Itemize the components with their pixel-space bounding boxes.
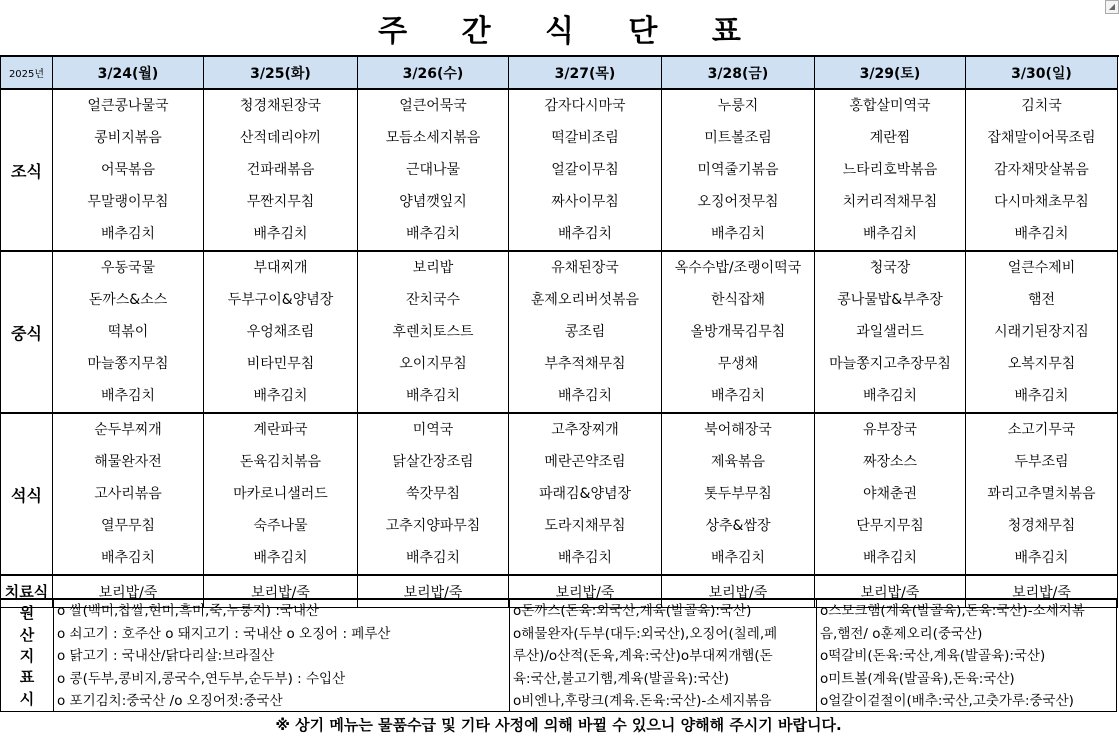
menu-cell <box>509 251 662 413</box>
day-header-0: 3/24(월) <box>53 57 204 90</box>
meal-row <box>1 89 1118 251</box>
menu-item: 미역줄기볶음 <box>697 162 779 178</box>
menu-item: 배추김치 <box>405 550 461 566</box>
therapy-cell: 보리밥/죽 <box>358 575 509 608</box>
menu-item: 배추김치 <box>557 388 613 404</box>
day-header-1: 3/25(화) <box>204 57 358 90</box>
menu-item: 고추장찌개 <box>551 422 619 438</box>
menu-cell <box>509 413 662 575</box>
menu-item: 배추김치 <box>405 388 461 404</box>
origin-line: o 포기김치:중국산 /o 오징어젓:중국산 <box>57 693 283 709</box>
menu-item: 감자채맛살볶음 <box>994 162 1089 178</box>
menu-item: 짜장소스 <box>862 454 918 470</box>
menu-item: 오징어젓무침 <box>697 194 779 210</box>
menu-item: 메란곤약조림 <box>544 454 626 470</box>
menu-item: 근대나물 <box>405 162 461 178</box>
menu-item: 도라지채무침 <box>544 518 626 534</box>
menu-item: 콩나물밥&부추장 <box>837 292 943 308</box>
menu-cell <box>53 89 204 251</box>
menu-item: 어묵볶음 <box>100 162 156 178</box>
menu-item: 느타리호박볶음 <box>842 162 938 178</box>
menu-item: 꽈리고추멸치볶음 <box>987 486 1096 502</box>
origin-line: o 쇠고기 : 호주산 o 돼지고기 : 국내산 o 오징어 : 페루산 <box>57 625 391 642</box>
menu-item: 부추적채무침 <box>544 356 626 372</box>
day-header-6: 3/30(일) <box>966 57 1118 90</box>
menu-item: 짜사이무침 <box>551 194 619 210</box>
meal-label: 중식 <box>1 251 53 413</box>
header-row <box>1 57 1118 90</box>
therapy-label: 치료식 <box>1 575 53 608</box>
menu-item: 고사리볶음 <box>94 486 162 502</box>
menu-item: 해물완자전 <box>94 454 162 470</box>
origin-line: o 쌀(백미,찹쌀,현미,흑미,죽,누룽지) :국내산 <box>57 603 320 619</box>
menu-cell <box>815 89 966 251</box>
menu-item: 파래김&양념장 <box>538 486 632 502</box>
menu-item: 계란찜 <box>869 130 911 146</box>
menu-item: 떡볶이 <box>107 324 149 340</box>
menu-item: 비타민무침 <box>246 356 315 372</box>
menu-cell <box>815 413 966 575</box>
origin-line: 루산)/o산적(돈육,계육:국산)o부대찌개햄(돈 <box>513 648 773 664</box>
menu-item: 얼큰콩나물국 <box>87 98 169 114</box>
menu-cell <box>966 413 1118 575</box>
menu-cell <box>358 89 509 251</box>
menu-item: 북어해장국 <box>704 422 772 438</box>
origin-section <box>0 598 1117 712</box>
menu-item: 배추김치 <box>100 550 156 566</box>
menu-item: 산적데리야끼 <box>239 130 322 146</box>
menu-item: 얼큰어묵국 <box>399 98 467 114</box>
menu-item: 배추김치 <box>710 550 766 566</box>
title-row <box>0 0 1119 55</box>
menu-item: 과일샐러드 <box>856 324 924 340</box>
menu-item: 단무지무침 <box>856 518 924 534</box>
menu-cell <box>662 251 815 413</box>
menu-item: 순두부찌개 <box>94 422 162 438</box>
menu-item: 무짠지무침 <box>246 194 315 210</box>
menu-item: 상추&쌈장 <box>705 518 771 534</box>
origin-label-char: 표 <box>19 668 35 687</box>
menu-item: 배추김치 <box>100 388 156 404</box>
menu-item: 훈제오리버섯볶음 <box>530 292 640 308</box>
therapy-cell: 보리밥/죽 <box>509 575 662 608</box>
menu-cell <box>53 251 204 413</box>
origin-line: 육:국산,불고기햄,계육(발골육):국산) <box>513 670 730 687</box>
menu-item: 오복지무침 <box>1007 356 1076 372</box>
menu-item: 배추김치 <box>100 226 156 242</box>
menu-item: 청경채된장국 <box>239 98 322 114</box>
menu-item: 배추김치 <box>405 226 461 242</box>
menu-item: 제육볶음 <box>710 454 766 470</box>
origin-line: o미트볼(계육(발골육),돈육:국산) <box>820 670 1015 687</box>
menu-item: 배추김치 <box>1014 226 1069 242</box>
menu-item: 유채된장국 <box>551 260 619 276</box>
menu-item: 보리밥 <box>412 260 454 276</box>
menu-item: 누룽지 <box>717 98 759 114</box>
origin-column-3 <box>817 600 1116 711</box>
meal-label: 석식 <box>1 413 53 575</box>
menu-item: 잡채말이어묵조림 <box>987 130 1096 146</box>
origin-column-2 <box>510 600 817 711</box>
origin-line: o 닭고기 : 국내산/닭다리살:브라질산 <box>57 648 275 664</box>
day-header-5: 3/29(토) <box>815 57 966 90</box>
meal-row <box>1 413 1118 575</box>
menu-item: 소고기무국 <box>1007 422 1076 438</box>
origin-label-char: 산 <box>19 625 35 644</box>
origin-column-1 <box>54 600 510 711</box>
menu-item: 홍합살미역국 <box>849 98 931 114</box>
menu-item: 배추김치 <box>710 388 766 404</box>
menu-item: 한식잡채 <box>710 292 766 308</box>
menu-item: 쑥갓무침 <box>405 486 461 502</box>
menu-item: 청경채무침 <box>1007 518 1076 534</box>
therapy-cell: 보리밥/죽 <box>204 575 358 608</box>
menu-item: 배추김치 <box>557 550 613 566</box>
menu-item: 닭살간장조림 <box>392 454 474 470</box>
menu-item: 우엉채조림 <box>246 324 315 340</box>
sheet-corner-marker: ◢ <box>1105 0 1119 14</box>
therapy-cell: 보리밥/죽 <box>662 575 815 608</box>
origin-line: 음,햄전/ o훈제오리(중국산) <box>820 625 983 642</box>
menu-item: 숙주나물 <box>253 518 308 534</box>
meal-label: 조식 <box>1 89 53 251</box>
menu-cell <box>358 413 509 575</box>
menu-item: 잔치국수 <box>405 292 461 308</box>
menu-item: 마늘쫑지고추장무침 <box>829 356 951 372</box>
menu-item: 돈까스&소스 <box>88 292 168 308</box>
menu-item: 청국장 <box>869 260 911 276</box>
origin-label <box>1 600 54 711</box>
menu-item: 시래기된장지짐 <box>994 324 1089 340</box>
menu-item: 떡갈비조림 <box>551 130 619 146</box>
menu-item: 옥수수밥/조랭이떡국 <box>674 260 802 276</box>
menu-item: 배추김치 <box>253 550 308 566</box>
origin-line: o스모크햄(계육(발골육),돈육:국산)-소세지볶 <box>820 603 1085 619</box>
menu-item: 마카로니샐러드 <box>233 486 328 502</box>
menu-item: 우동국물 <box>100 260 156 276</box>
menu-item: 얼큰수제비 <box>1007 260 1076 276</box>
therapy-cell: 보리밥/죽 <box>815 575 966 608</box>
menu-cell <box>815 251 966 413</box>
menu-item: 무생채 <box>717 356 759 372</box>
menu-table <box>0 56 1118 608</box>
day-header-3: 3/27(목) <box>509 57 662 90</box>
menu-item: 배추김치 <box>253 226 308 242</box>
year-cell: 2025년 <box>1 57 53 90</box>
origin-line: o해물완자(두부(대두:외국산),오징어(칠레,페 <box>513 625 778 642</box>
origin-label-char: 시 <box>19 689 35 708</box>
menu-cell <box>662 413 815 575</box>
menu-item: 계란파국 <box>253 422 308 438</box>
menu-cell <box>966 89 1118 251</box>
menu-item: 콩조림 <box>564 324 606 340</box>
menu-item: 후렌치토스트 <box>392 324 474 340</box>
menu-item: 배추김치 <box>862 388 918 404</box>
menu-cell <box>966 251 1118 413</box>
menu-item: 열무무침 <box>100 518 156 534</box>
origin-line: o비엔나,후랑크(계육.돈육:국산)-소세지볶음 <box>513 693 772 709</box>
day-header-4: 3/28(금) <box>662 57 815 90</box>
menu-item: 무말랭이무침 <box>87 194 169 210</box>
menu-item: 배추김치 <box>557 226 613 242</box>
menu-item: 배추김치 <box>862 226 918 242</box>
notice-text: ※ 상기 메뉴는 물품수급 및 기타 사정에 의해 바뀔 수 있으니 양해해 주시기 바랍니다. <box>275 716 842 734</box>
menu-item: 배추김치 <box>710 226 766 242</box>
menu-cell <box>204 413 358 575</box>
menu-item: 감자다시마국 <box>544 98 626 114</box>
menu-item: 미트볼조림 <box>704 130 772 146</box>
menu-item: 두부조림 <box>1014 454 1069 470</box>
menu-item: 야채춘권 <box>862 486 918 502</box>
menu-item: 치커리적채무침 <box>842 194 938 210</box>
menu-item: 모듬소세지볶음 <box>385 130 481 146</box>
day-header-2: 3/26(수) <box>358 57 509 90</box>
menu-cell <box>53 413 204 575</box>
menu-item: 올방개묵김무침 <box>690 324 786 340</box>
menu-item: 건파래볶음 <box>246 162 315 178</box>
menu-item: 양념깻잎지 <box>399 194 467 210</box>
menu-item: 배추김치 <box>1014 550 1069 566</box>
menu-cell <box>204 89 358 251</box>
menu-item: 두부구이&양념장 <box>227 292 334 308</box>
menu-item: 마늘쫑지무침 <box>87 356 169 372</box>
origin-line: o돈까스(돈육:외국산,계육(발골육):국산) <box>513 603 752 619</box>
menu-item: 오이지무침 <box>399 356 467 372</box>
menu-item: 배추김치 <box>253 388 308 404</box>
therapy-cell: 보리밥/죽 <box>53 575 204 608</box>
menu-cell <box>358 251 509 413</box>
therapy-cell: 보리밥/죽 <box>966 575 1118 608</box>
menu-item: 김치국 <box>1021 98 1062 114</box>
menu-item: 유부장국 <box>862 422 918 438</box>
menu-item: 고추지양파무침 <box>385 518 481 534</box>
menu-item: 얼갈이무침 <box>551 162 619 178</box>
origin-label-char: 지 <box>19 646 35 665</box>
menu-item: 돈육김치볶음 <box>239 454 322 470</box>
menu-item: 미역국 <box>412 422 454 438</box>
menu-item: 배추김치 <box>862 550 918 566</box>
menu-cell <box>204 251 358 413</box>
meal-row <box>1 251 1118 413</box>
origin-line: o떡갈비(돈육:국산,계육(발골육):국산) <box>820 648 1046 664</box>
menu-item: 다시마채초무침 <box>994 194 1089 210</box>
menu-item: 톳두부무침 <box>704 486 772 502</box>
menu-item: 부대찌개 <box>253 260 308 276</box>
menu-item: 배추김치 <box>1014 388 1069 404</box>
menu-cell <box>509 89 662 251</box>
origin-line: o 콩(두부,콩비지,콩국수,연두부,순두부) : 수입산 <box>57 670 346 687</box>
origin-line: o얼갈이겉절이(배추:국산,고춧가루:중국산) <box>820 693 1074 709</box>
menu-item: 햄전 <box>1027 292 1056 308</box>
origin-label-char: 원 <box>19 604 35 623</box>
page-title: 주 간 식 단 표 <box>378 13 763 49</box>
menu-cell <box>662 89 815 251</box>
menu-item: 콩비지볶음 <box>94 130 162 146</box>
